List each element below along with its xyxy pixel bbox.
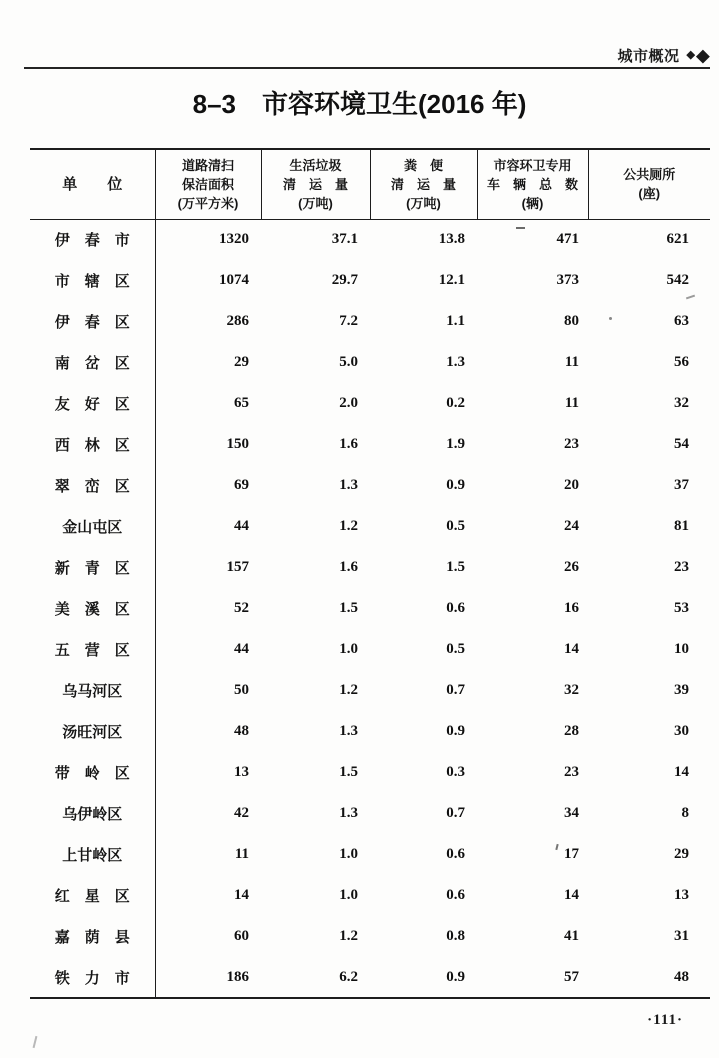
column-header-line: 车 辆 总 数 bbox=[486, 176, 578, 192]
cell-value: 23 bbox=[674, 559, 689, 575]
cell-value: 44 bbox=[234, 518, 249, 534]
table-row bbox=[30, 506, 710, 547]
cell-value: 14 bbox=[674, 764, 689, 780]
cell-value: 14 bbox=[564, 887, 579, 903]
cell-value: 23 bbox=[564, 764, 579, 780]
scan-artifact bbox=[609, 317, 612, 320]
cell-value: 1.5 bbox=[446, 559, 465, 575]
cell-value: 0.9 bbox=[446, 968, 465, 985]
cell-value: 1.3 bbox=[446, 354, 465, 370]
cell-value: 373 bbox=[556, 272, 579, 288]
scan-artifact bbox=[516, 227, 525, 229]
cell-value: 10 bbox=[674, 641, 689, 657]
cell-value: 1.5 bbox=[339, 764, 358, 780]
cell-value: 50 bbox=[234, 682, 249, 698]
row-label: 汤旺河区 bbox=[30, 711, 155, 752]
column-header-line: 粪 便 bbox=[403, 157, 443, 173]
table-row bbox=[30, 957, 710, 998]
cell-value: 29 bbox=[234, 354, 249, 370]
cell-value: 17 bbox=[564, 846, 579, 862]
table-row bbox=[30, 424, 710, 465]
cell-value: 1.9 bbox=[446, 436, 465, 452]
column-header-line: (辆) bbox=[521, 195, 544, 211]
cell-value: 37 bbox=[674, 477, 689, 493]
table-row bbox=[30, 875, 710, 916]
column-header bbox=[155, 149, 261, 219]
table-row bbox=[30, 834, 710, 875]
cell-value: 13.8 bbox=[438, 231, 465, 248]
cell-value: 29.7 bbox=[331, 272, 358, 288]
table-row bbox=[30, 588, 710, 629]
row-label: 伊 春 市 bbox=[30, 219, 155, 260]
cell-value: 44 bbox=[234, 641, 249, 657]
row-label: 南 岔 区 bbox=[30, 342, 155, 383]
table-row bbox=[30, 465, 710, 506]
cell-value: 2.0 bbox=[339, 395, 358, 411]
cell-value: 34 bbox=[564, 805, 579, 821]
table-row bbox=[30, 260, 710, 301]
column-header-line: (万平方米) bbox=[177, 195, 239, 211]
page-title: 8–3 市容环境卫生(2016 年) bbox=[192, 89, 527, 119]
cell-value: 1074 bbox=[219, 272, 249, 288]
column-header-line: 公共厕所 bbox=[623, 167, 676, 183]
cell-value: 54 bbox=[674, 436, 689, 452]
column-header-line: 道路清扫 bbox=[181, 157, 234, 173]
cell-value: 16 bbox=[564, 600, 579, 616]
column-header-line: 市容环卫专用 bbox=[493, 157, 572, 173]
column-header bbox=[370, 149, 477, 219]
cell-value: 1.6 bbox=[339, 559, 358, 575]
cell-value: 0.8 bbox=[446, 928, 465, 944]
diamond-icons bbox=[686, 47, 710, 64]
table-row bbox=[30, 916, 710, 957]
column-header bbox=[261, 149, 370, 219]
data-table bbox=[30, 148, 710, 999]
cell-value: 0.6 bbox=[446, 600, 465, 616]
cell-value: 1320 bbox=[219, 231, 249, 248]
cell-value: 0.5 bbox=[446, 518, 465, 534]
table-body bbox=[30, 219, 710, 998]
cell-value: 56 bbox=[674, 354, 689, 370]
cell-value: 1.0 bbox=[339, 887, 358, 903]
cell-value: 23 bbox=[564, 436, 579, 452]
cell-value: 6.2 bbox=[339, 968, 358, 985]
cell-value: 286 bbox=[226, 313, 249, 329]
column-header-line: 清 运 量 bbox=[390, 176, 456, 192]
header-rule bbox=[24, 67, 710, 69]
cell-value: 30 bbox=[674, 723, 689, 739]
row-label: 新 青 区 bbox=[30, 547, 155, 588]
cell-value: 1.0 bbox=[339, 641, 358, 657]
row-label: 友 好 区 bbox=[30, 383, 155, 424]
row-label: 红 星 区 bbox=[30, 875, 155, 916]
column-header-line: (万吨) bbox=[298, 195, 333, 211]
cell-value: 11 bbox=[234, 846, 249, 862]
cell-value: 471 bbox=[556, 231, 579, 248]
cell-value: 24 bbox=[564, 518, 579, 534]
cell-value: 11 bbox=[564, 354, 579, 370]
row-label: 翠 峦 区 bbox=[30, 465, 155, 506]
scan-artifact bbox=[33, 1036, 38, 1048]
column-header bbox=[588, 149, 710, 219]
cell-value: 81 bbox=[674, 518, 689, 534]
cell-value: 0.7 bbox=[446, 682, 465, 698]
row-label: 西 林 区 bbox=[30, 424, 155, 465]
cell-value: 1.6 bbox=[339, 436, 358, 452]
cell-value: 28 bbox=[564, 723, 579, 739]
table-row bbox=[30, 629, 710, 670]
row-label: 金山屯区 bbox=[30, 506, 155, 547]
cell-value: 1.2 bbox=[339, 928, 358, 944]
column-header bbox=[477, 149, 588, 219]
cell-value: 53 bbox=[674, 600, 689, 616]
row-label: 乌伊岭区 bbox=[30, 793, 155, 834]
diamond-large-icon: ◆ bbox=[696, 46, 710, 65]
running-header bbox=[617, 45, 710, 66]
cell-value: 32 bbox=[674, 395, 689, 411]
cell-value: 0.5 bbox=[446, 641, 465, 657]
cell-value: 542 bbox=[666, 272, 689, 288]
cell-value: 42 bbox=[234, 805, 249, 821]
cell-value: 52 bbox=[234, 600, 249, 616]
cell-value: 8 bbox=[681, 805, 689, 821]
column-header-line: 保洁面积 bbox=[181, 176, 234, 192]
cell-value: 41 bbox=[564, 928, 579, 944]
cell-value: 1.2 bbox=[339, 518, 358, 534]
row-label: 乌马河区 bbox=[30, 670, 155, 711]
row-label: 上甘岭区 bbox=[30, 834, 155, 875]
cell-value: 1.3 bbox=[339, 723, 358, 739]
cell-value: 1.2 bbox=[339, 682, 358, 698]
row-label: 带 岭 区 bbox=[30, 752, 155, 793]
cell-value: 0.3 bbox=[446, 764, 465, 780]
table-row bbox=[30, 711, 710, 752]
cell-value: 32 bbox=[564, 682, 579, 698]
table-row bbox=[30, 342, 710, 383]
cell-value: 13 bbox=[674, 887, 689, 903]
table-row bbox=[30, 670, 710, 711]
cell-value: 1.5 bbox=[339, 600, 358, 616]
section-label: 城市概况 bbox=[617, 48, 680, 65]
column-header-line: 生活垃圾 bbox=[289, 157, 342, 173]
cell-value: 63 bbox=[674, 313, 689, 329]
cell-value: 80 bbox=[564, 313, 579, 329]
table-row bbox=[30, 793, 710, 834]
cell-value: 1.1 bbox=[446, 313, 465, 329]
row-label: 五 营 区 bbox=[30, 629, 155, 670]
cell-value: 60 bbox=[234, 928, 249, 944]
cell-value: 31 bbox=[674, 928, 689, 944]
cell-value: 186 bbox=[226, 968, 249, 985]
table-row bbox=[30, 383, 710, 424]
row-label: 嘉 荫 县 bbox=[30, 916, 155, 957]
page-number: ·111· bbox=[647, 1012, 683, 1028]
cell-value: 48 bbox=[674, 968, 689, 985]
cell-value: 0.9 bbox=[446, 477, 465, 493]
cell-value: 0.6 bbox=[446, 887, 465, 903]
column-header-line: 清 运 量 bbox=[282, 176, 348, 192]
cell-value: 29 bbox=[674, 846, 689, 862]
cell-value: 0.6 bbox=[446, 846, 465, 862]
column-header-line: (座) bbox=[638, 186, 661, 202]
cell-value: 39 bbox=[674, 682, 689, 698]
sanitation-stats-table bbox=[30, 148, 710, 999]
row-label: 美 溪 区 bbox=[30, 588, 155, 629]
cell-value: 11 bbox=[564, 395, 579, 411]
cell-value: 1.3 bbox=[339, 477, 358, 493]
cell-value: 1.0 bbox=[339, 846, 358, 862]
cell-value: 65 bbox=[234, 395, 249, 411]
cell-value: 0.7 bbox=[446, 805, 465, 821]
table-header-row bbox=[30, 149, 710, 219]
table-row bbox=[30, 752, 710, 793]
cell-value: 0.9 bbox=[446, 723, 465, 739]
cell-value: 0.2 bbox=[446, 395, 465, 411]
cell-value: 14 bbox=[234, 887, 249, 903]
cell-value: 14 bbox=[564, 641, 579, 657]
column-header-line: (万吨) bbox=[406, 195, 441, 211]
cell-value: 13 bbox=[234, 764, 249, 780]
table-row bbox=[30, 301, 710, 342]
cell-value: 12.1 bbox=[438, 272, 465, 288]
row-label: 铁 力 市 bbox=[30, 957, 155, 998]
cell-value: 157 bbox=[226, 559, 249, 575]
cell-value: 37.1 bbox=[331, 231, 358, 248]
diamond-small-icon: ◆ bbox=[686, 49, 696, 61]
cell-value: 20 bbox=[564, 477, 579, 493]
row-label: 市 辖 区 bbox=[30, 260, 155, 301]
cell-value: 48 bbox=[234, 723, 249, 739]
row-label: 伊 春 区 bbox=[30, 301, 155, 342]
cell-value: 69 bbox=[234, 477, 249, 493]
column-header-unit: 单 位 bbox=[30, 149, 155, 219]
cell-value: 7.2 bbox=[339, 313, 358, 329]
table-row bbox=[30, 219, 710, 260]
cell-value: 150 bbox=[226, 436, 249, 452]
cell-value: 57 bbox=[564, 968, 579, 985]
cell-value: 26 bbox=[564, 559, 579, 575]
cell-value: 621 bbox=[666, 231, 689, 248]
cell-value: 5.0 bbox=[339, 354, 358, 370]
table-row bbox=[30, 547, 710, 588]
cell-value: 1.3 bbox=[339, 805, 358, 821]
